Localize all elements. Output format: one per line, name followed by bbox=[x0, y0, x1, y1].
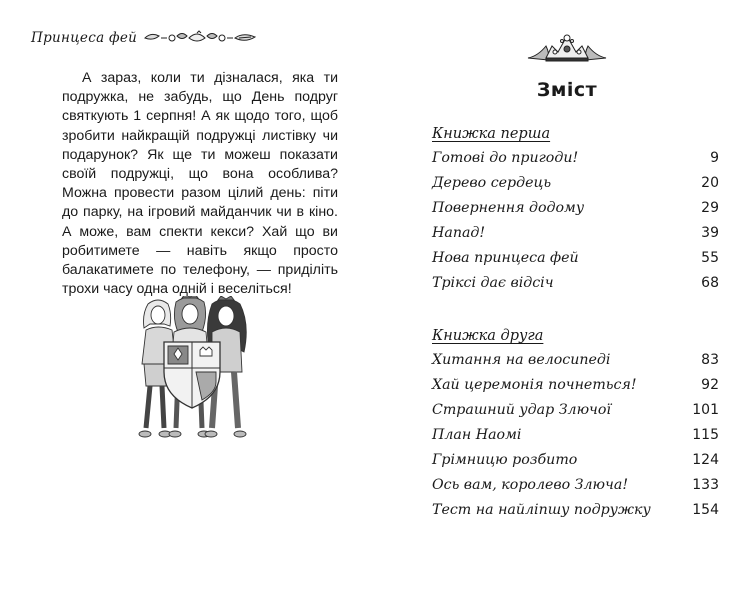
toc-entry-title: Дерево сердець bbox=[432, 175, 552, 191]
toc-entry-page: 68 bbox=[701, 275, 719, 291]
tiara-ornament-icon bbox=[526, 34, 608, 62]
toc-entry-title: Готові до пригоди! bbox=[432, 150, 579, 166]
toc-entry-page: 9 bbox=[710, 150, 719, 166]
toc-entry-title: Хай церемонія почнеться! bbox=[432, 377, 637, 393]
toc-entry-title: Грімницю розбито bbox=[432, 452, 578, 468]
toc-entry bbox=[432, 498, 719, 523]
toc-entry bbox=[432, 171, 719, 196]
right-page bbox=[378, 0, 756, 600]
toc-entry-page: 92 bbox=[701, 377, 719, 393]
toc-entry-page: 29 bbox=[701, 200, 719, 216]
toc-entry bbox=[432, 246, 719, 271]
toc-entry bbox=[432, 473, 719, 498]
toc-entry-page: 55 bbox=[701, 250, 719, 266]
toc-entry-title: Хитання на велосипеді bbox=[432, 352, 611, 368]
toc-entry-title: Ось вам, королево Злюча! bbox=[432, 477, 629, 493]
toc-section-book-one bbox=[432, 122, 719, 296]
toc-entry bbox=[432, 448, 719, 473]
toc-entry bbox=[432, 271, 719, 296]
book-heading: Книжка друга bbox=[432, 328, 544, 344]
toc-entry bbox=[432, 196, 719, 221]
toc-entry-page: 39 bbox=[701, 225, 719, 241]
toc-entry bbox=[432, 146, 719, 171]
toc-entry-page: 83 bbox=[701, 352, 719, 368]
toc-entry-page: 124 bbox=[692, 452, 719, 468]
toc-entry-page: 115 bbox=[692, 427, 719, 443]
toc-section-book-two bbox=[432, 324, 719, 523]
toc-entry-title: Тріксі дає відсіч bbox=[432, 275, 554, 291]
toc-entry-title: Напад! bbox=[432, 225, 486, 241]
toc-entry-page: 154 bbox=[692, 502, 719, 518]
toc-entry-page: 133 bbox=[692, 477, 719, 493]
toc-entry bbox=[432, 423, 719, 448]
toc-entry-title: Тест на найліпшу подружку bbox=[432, 502, 651, 518]
toc-entry-page: 20 bbox=[701, 175, 719, 191]
three-girls-with-shield-illustration bbox=[128, 296, 252, 448]
body-paragraph: А зараз, коли ти дізналася, яка ти подружка, не забудь, що День подруг святкують 1 серпня! А як щодо того, щоб зробити найкращій подружці листівку чи подарунок? Як ще ти можеш показати своїй подружці, що вона особлива? Можна провести разом цілий день: піти до парку, на ігровий майданчик чи в кіно. А може, вам спекти кекси? Хай що ви робитимете — навіть якщо просто балакатимете по телефону, — приділіть трохи часу одна одній і веселіться! bbox=[62, 70, 338, 298]
toc-entry-title: Нова принцеса фей bbox=[432, 250, 579, 266]
running-head bbox=[31, 30, 259, 46]
toc-entry bbox=[432, 373, 719, 398]
ornament-icon bbox=[141, 30, 259, 46]
book-heading: Книжка перша bbox=[432, 126, 551, 142]
toc-entry-title: План Наомі bbox=[432, 427, 522, 443]
toc-entry-page: 101 bbox=[692, 402, 719, 418]
toc-entry bbox=[432, 398, 719, 423]
toc-entry-title: Страшний удар Злючої bbox=[432, 402, 611, 418]
toc-entry-title: Повернення додому bbox=[432, 200, 585, 216]
contents-title: Зміст bbox=[536, 79, 598, 101]
toc-entry bbox=[432, 348, 719, 373]
running-head-title: Принцеса фей bbox=[31, 30, 138, 46]
toc-entry bbox=[432, 221, 719, 246]
